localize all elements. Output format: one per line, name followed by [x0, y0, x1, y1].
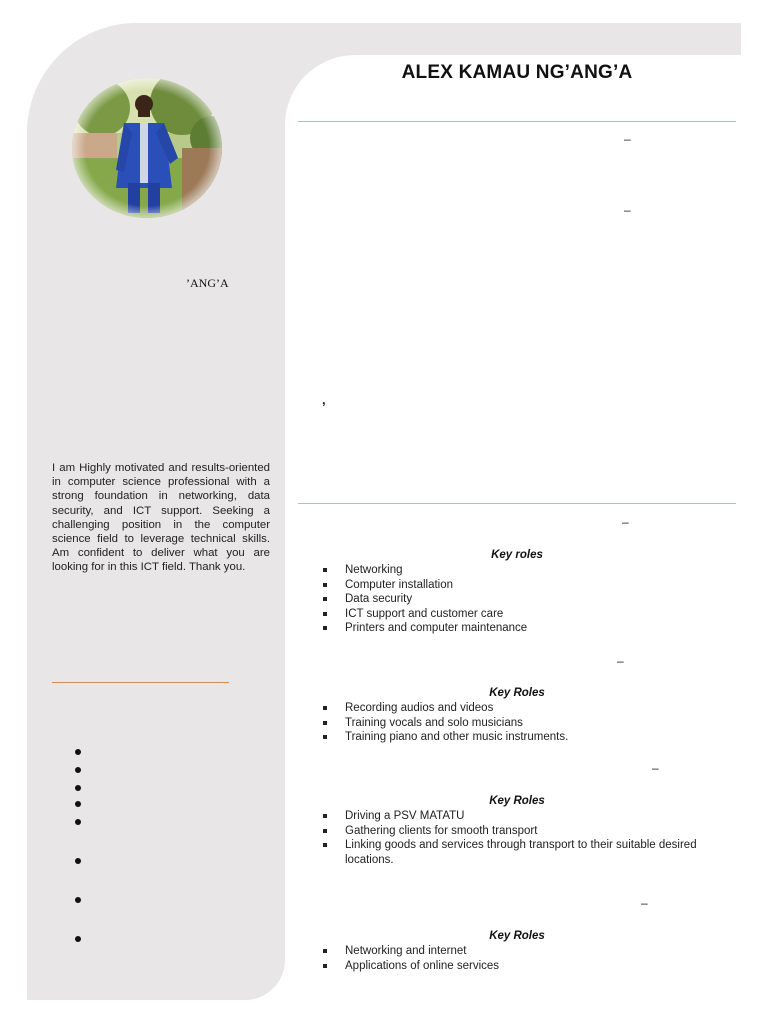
- sidebar-bullet: [75, 785, 81, 791]
- sidebar-accent-line: [52, 682, 229, 683]
- sidebar-bullet: [75, 749, 81, 755]
- sidebar-bullet: [75, 819, 81, 825]
- list-item: Printers and computer maintenance: [320, 621, 725, 636]
- sidebar-bullet: [75, 936, 81, 942]
- list-item: Gathering clients for smooth transport: [320, 824, 725, 839]
- list-item: Networking: [320, 563, 725, 578]
- dash-mark: –: [641, 896, 648, 910]
- list-item: ICT support and customer care: [320, 607, 725, 622]
- dash-mark: –: [617, 654, 624, 668]
- key-roles-list: [320, 809, 725, 867]
- key-roles-list: [320, 701, 725, 745]
- sidebar-bullet: [75, 767, 81, 773]
- list-item: Recording audios and videos: [320, 701, 725, 716]
- list-item: Training piano and other music instruments.: [320, 730, 725, 745]
- list-item: Computer installation: [320, 578, 725, 593]
- key-roles-list: [320, 563, 725, 636]
- section-divider: [298, 503, 736, 504]
- section-divider: [298, 121, 736, 122]
- profile-summary: I am Highly motivated and results-oriented in computer science professional with a strong foundation in networking, data security, and ICT support. Seeking a challenging position in the computer science field to leverage technical skills. Am confident to deliver what you are looking for in this ICT field. Thank you.: [52, 462, 270, 574]
- sidebar-bullet: [75, 801, 81, 807]
- name-fragment: ’ANG’A: [186, 276, 229, 290]
- dash-mark: –: [652, 761, 659, 775]
- list-item: Data security: [320, 592, 725, 607]
- dash-mark: –: [624, 132, 631, 146]
- key-roles-heading: Key Roles: [489, 687, 545, 699]
- dash-mark: –: [622, 515, 629, 529]
- list-item: Networking and internet: [320, 944, 725, 959]
- resume-name: ALEX KAMAU NG’ANG’A: [401, 62, 633, 83]
- list-item: Linking goods and services through transport to their suitable desired locations.: [320, 838, 725, 867]
- key-roles-heading: Key roles: [491, 549, 543, 561]
- key-roles-heading: Key Roles: [489, 930, 545, 942]
- sidebar-bullet: [75, 858, 81, 864]
- key-roles-list: [320, 944, 725, 973]
- comma-mark: ,: [322, 392, 326, 407]
- dash-mark: –: [624, 203, 631, 217]
- sidebar-bullet: [75, 897, 81, 903]
- list-item: Driving a PSV MATATU: [320, 809, 725, 824]
- list-item: Applications of online services: [320, 959, 725, 974]
- profile-photo: [72, 78, 222, 218]
- key-roles-heading: Key Roles: [489, 795, 545, 807]
- main-content-background: [285, 55, 768, 1024]
- list-item: Training vocals and solo musicians: [320, 716, 725, 731]
